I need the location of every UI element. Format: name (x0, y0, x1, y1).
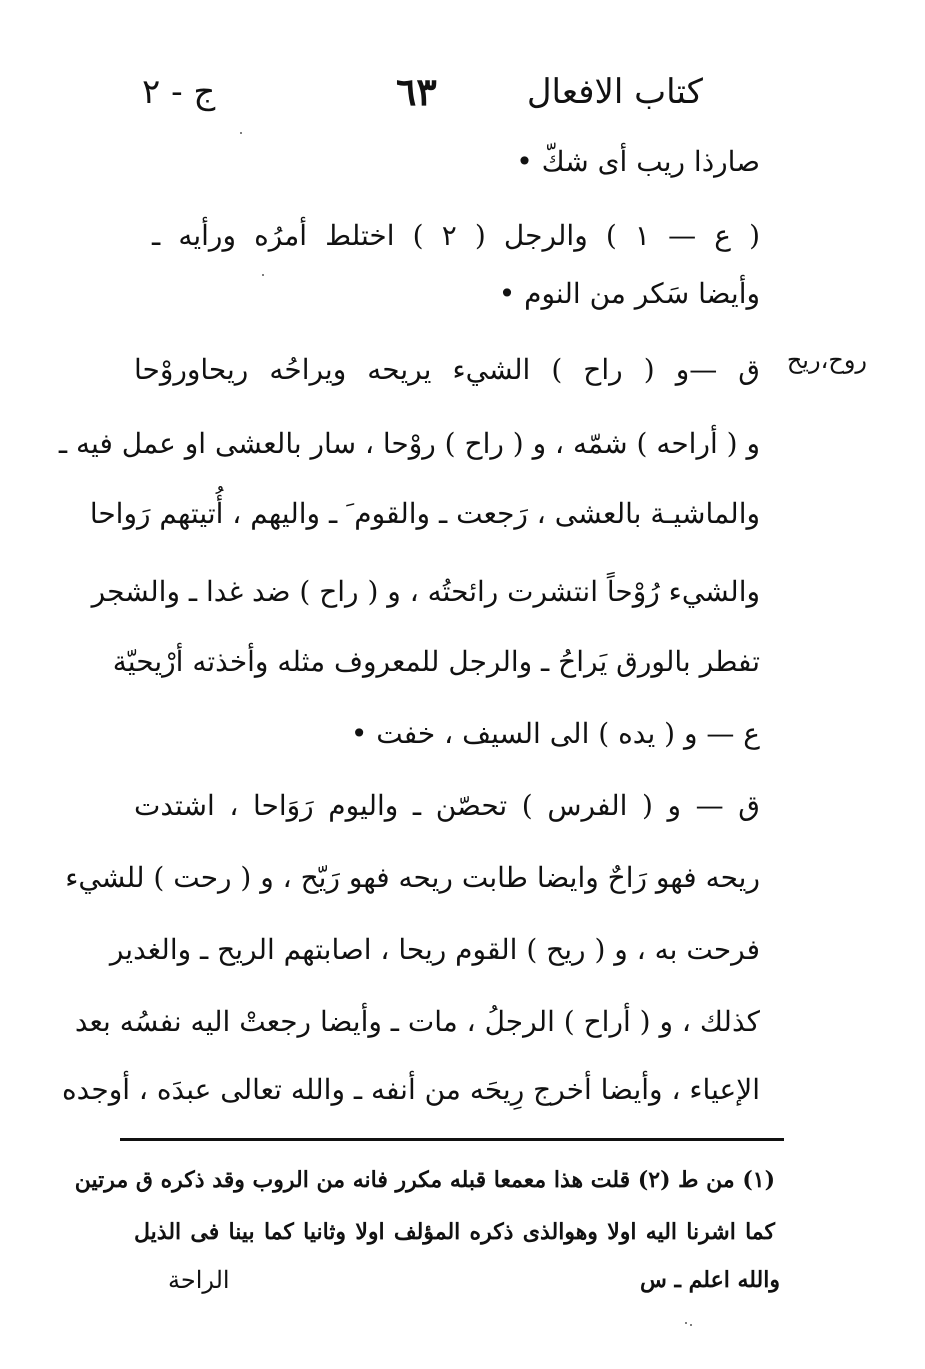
text-line-7: والشيء رُوْحاً انتشرت رائحتُه ، و ( راح ) ضد غدا ـ والشجر (91, 575, 760, 608)
scan-speck (685, 1322, 687, 1324)
scan-speck (262, 274, 264, 276)
footnote-line-1: (١) من ط (٢) قلت هذا معمعا قبله مكرر فانه من الروب وقد ذكره ق مرتين (74, 1167, 775, 1193)
catchword: الراحة (168, 1266, 230, 1294)
text-line-2: ( ع — ١ ) والرجل ( ٢ ) اختلط أمرُه ورأيه ـ (152, 219, 760, 252)
text-line-14: الإعياء ، وأيضا أخرج رِيحَه من أنفه ـ والله تعالى عبدَه ، أوجده (62, 1073, 760, 1106)
page-number: ٦٣ (396, 69, 437, 114)
volume-label: ج - ٢ (142, 72, 216, 112)
text-line-10: ق — و ( الفرس ) تحصّن ـ واليوم رَوَاحا ، اشتدت (134, 789, 760, 822)
text-line-4: ق —و ( راح ) الشيء يريحه ويراحُه ريحاوروْحا (134, 353, 760, 386)
footnote-line-2: كما اشرنا اليه اولا وهوالذى ذكره المؤلف اولا وثانيا كما بينا فى الذيل (134, 1219, 775, 1245)
text-line-6: والماشيـة بالعشى ، رَجعت ـ والقوم َ ـ واليهم ، أُتيتهم رَواحا (89, 497, 760, 530)
text-line-1: صارذا ريب أى شكّ • (516, 145, 760, 178)
footnote-signature: والله اعلم ـ س (640, 1267, 780, 1293)
margin-root-note: روح،ريح (786, 346, 867, 374)
text-line-9: ع — و ( يده ) الى السيف ، خفت • (350, 717, 760, 750)
text-line-8: تفطر بالورق يَراحُ ـ والرجل للمعروف مثله وأخذته أرْيحيّة (112, 645, 760, 678)
text-line-5: و ( أراحه ) شمّه ، و ( راح ) روْحا ، سار بالعشى او عمل فيه ـ (58, 427, 760, 460)
book-title: كتاب الافعال (526, 72, 703, 112)
text-line-13: كذلك ، و ( أراح ) الرجلُ ، مات ـ وأيضا رجعتْ اليه نفسُه بعد (74, 1005, 760, 1038)
footnote-separator (120, 1138, 784, 1141)
scan-speck (240, 132, 242, 134)
text-line-11: ريحه فهو رَاحٌ وايضا طابت ريحه فهو رَيّح ، و ( رحت ) للشيء (65, 861, 760, 894)
text-line-3: وأيضا سَكر من النوم • (498, 277, 760, 310)
text-line-12: فرحت به ، و ( ريح ) القوم ريحا ، اصابتهم الريح ـ والغدير (109, 933, 760, 966)
scan-speck (690, 1324, 692, 1326)
